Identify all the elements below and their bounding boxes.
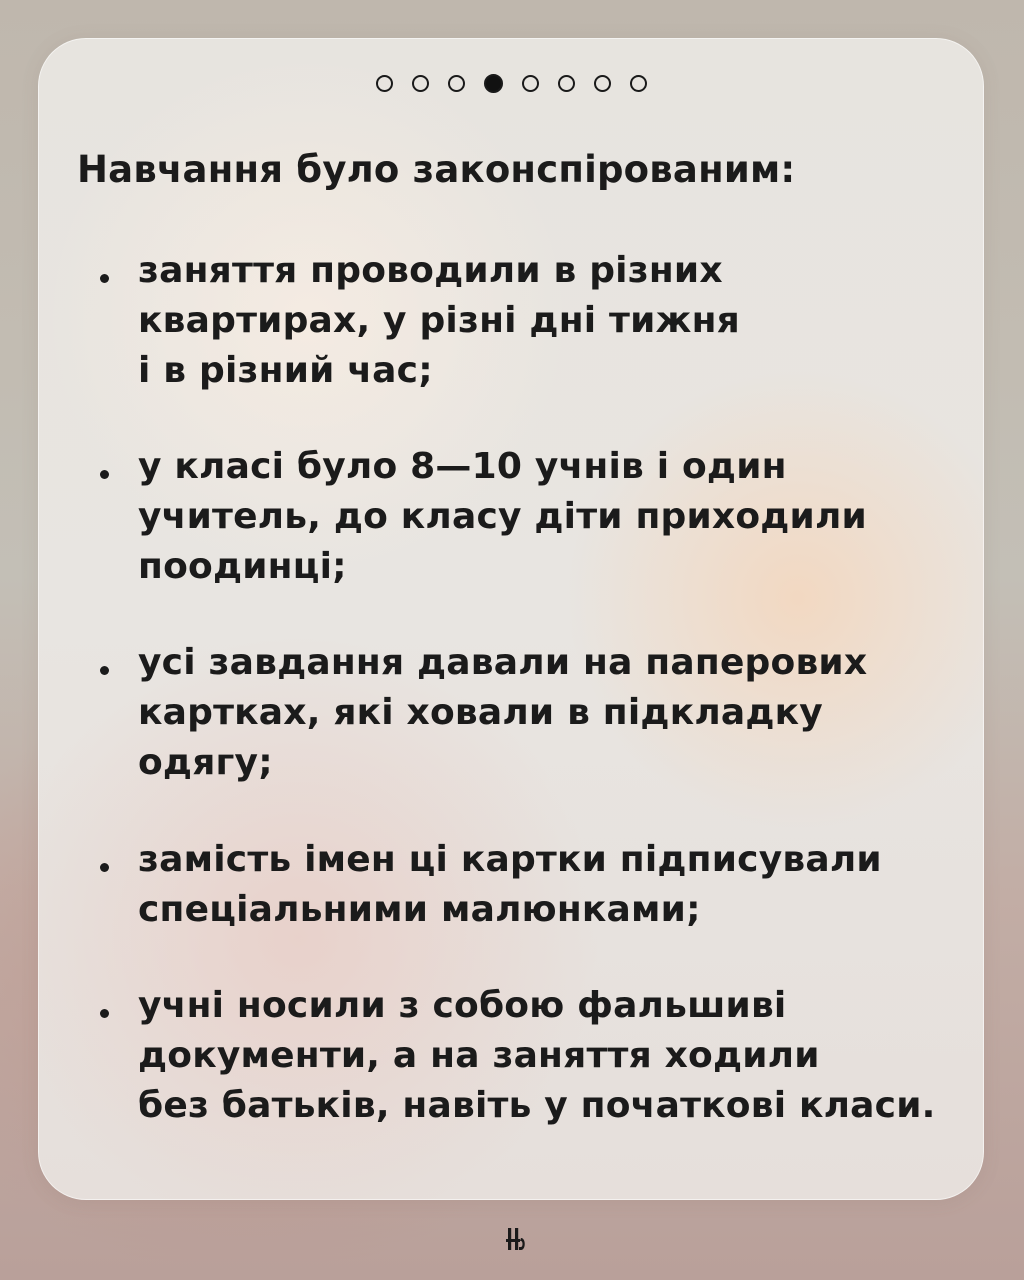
brand-logo-icon: [504, 1226, 528, 1252]
list-item-text: усі завдання давали на паперових картках, які ховали в підкладку одягу;: [138, 642, 868, 783]
bullet-icon: [100, 470, 109, 479]
list-item-text: у класі було 8—10 учнів і один учитель, до класу діти приходили поодинці;: [138, 446, 867, 587]
bullet-icon: [100, 274, 109, 283]
content-card: [38, 38, 984, 1200]
list-item-text: заняття проводили в різних квартирах, у різні дні тижня і в різний час;: [138, 250, 740, 391]
list-item-text: замість імен ці картки підписували спеціальними малюнками;: [138, 839, 882, 930]
list-item-text: учні носили з собою фальшиві документи, а на заняття ходили без батьків, навіть у початкові класи.: [138, 985, 936, 1126]
bullet-icon: [100, 863, 109, 872]
bullet-list: [38, 38, 984, 1200]
bullet-icon: [100, 666, 109, 675]
bullet-icon: [100, 1009, 109, 1018]
slide-heading: Навчання було законспірованим:: [77, 148, 796, 191]
